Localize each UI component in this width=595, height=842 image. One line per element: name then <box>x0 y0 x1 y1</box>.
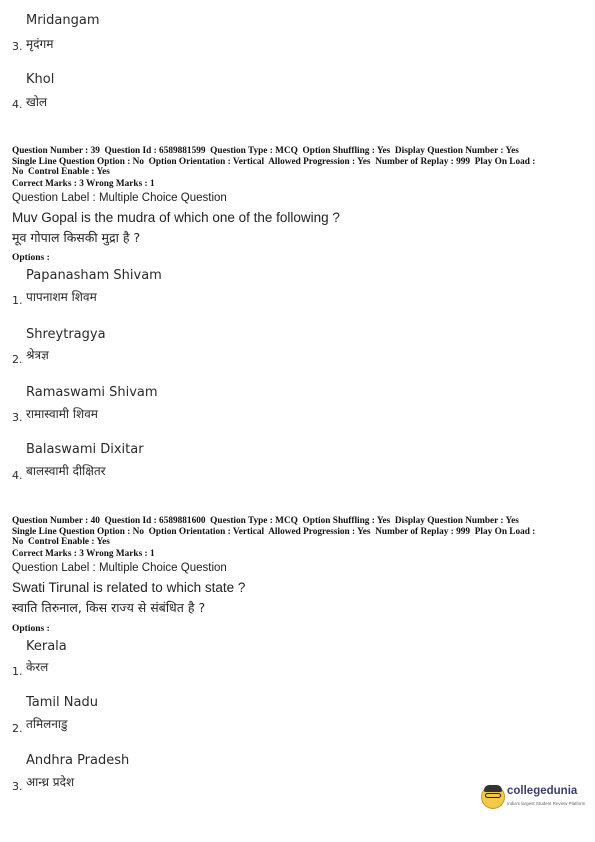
option-number: 3. <box>12 40 23 53</box>
option-hindi: बालस्वामी दीक्षितर <box>26 464 106 478</box>
question-text-english: Muv Gopal is the mudra of which one of the following ? <box>12 210 340 225</box>
question-text-hindi: स्वाति तिरुनाल, किस राज्य से संबंधित है ? <box>12 600 206 615</box>
option-hindi: खोल <box>26 95 48 109</box>
option-english: Tamil Nadu <box>26 695 98 710</box>
question-text-english: Swati Tirunal is related to which state ? <box>12 580 246 595</box>
collegedunia-logo <box>481 783 586 811</box>
option-english: Kerala <box>26 639 67 654</box>
question-marks: Correct Marks : 3 Wrong Marks : 1 <box>12 179 155 189</box>
question-label: Question Label : Multiple Choice Question <box>12 192 227 204</box>
option-english: Mridangam <box>26 13 100 28</box>
option-english: Ramaswami Shivam <box>26 385 158 400</box>
option-number: 3. <box>12 411 23 424</box>
option-english: Shreytragya <box>26 327 106 342</box>
option-english: Andhra Pradesh <box>26 753 130 768</box>
option-number: 1. <box>12 294 23 307</box>
option-english: Khol <box>26 72 55 87</box>
student-face-icon <box>481 785 505 809</box>
option-hindi: केरल <box>26 660 49 674</box>
option-number: 4. <box>12 469 23 482</box>
option-number: 2. <box>12 722 23 735</box>
options-heading: Options : <box>12 253 50 263</box>
option-number: 1. <box>12 665 23 678</box>
option-number: 2. <box>12 353 23 366</box>
option-hindi: पापनाशम शिवम <box>26 290 97 304</box>
option-hindi: तमिलनाडु <box>26 717 68 731</box>
logo-name: collegedunia <box>507 785 578 797</box>
question-marks: Correct Marks : 3 Wrong Marks : 1 <box>12 549 155 559</box>
question-text-hindi: मूव गोपाल किसकी मुद्रा है ? <box>12 230 141 245</box>
question-meta: Question Number : 40 Question Id : 6589881600 Question Type : MCQ Option Shuffling : Yes Display Question Number : Yes Single Line Question Option : No Option Orientation : Vertical Allowed Progression : Yes Number of Replay : 999 Play On Load : No Control Enable : Yes <box>12 516 536 547</box>
options-heading: Options : <box>12 624 50 634</box>
option-hindi: रामास्वामी शिवम <box>26 407 98 421</box>
option-english: Balaswami Dixitar <box>26 442 144 457</box>
option-number: 3. <box>12 780 23 793</box>
option-english: Papanasham Shivam <box>26 268 162 283</box>
option-number: 4. <box>12 98 23 111</box>
question-label: Question Label : Multiple Choice Question <box>12 562 227 574</box>
logo-tagline: India's largest Student Review Platform <box>507 801 586 806</box>
option-hindi: श्रेत्रज्ञ <box>26 348 49 362</box>
option-hindi: मृदंगम <box>26 37 54 51</box>
option-hindi: आन्ध्र प्रदेश <box>26 775 75 789</box>
question-meta: Question Number : 39 Question Id : 6589881599 Question Type : MCQ Option Shuffling : Yes Display Question Number : Yes Single Line Question Option : No Option Orientation : Vertical Allowed Progression : Yes Number of Replay : 999 Play On Load : No Control Enable : Yes <box>12 146 536 177</box>
